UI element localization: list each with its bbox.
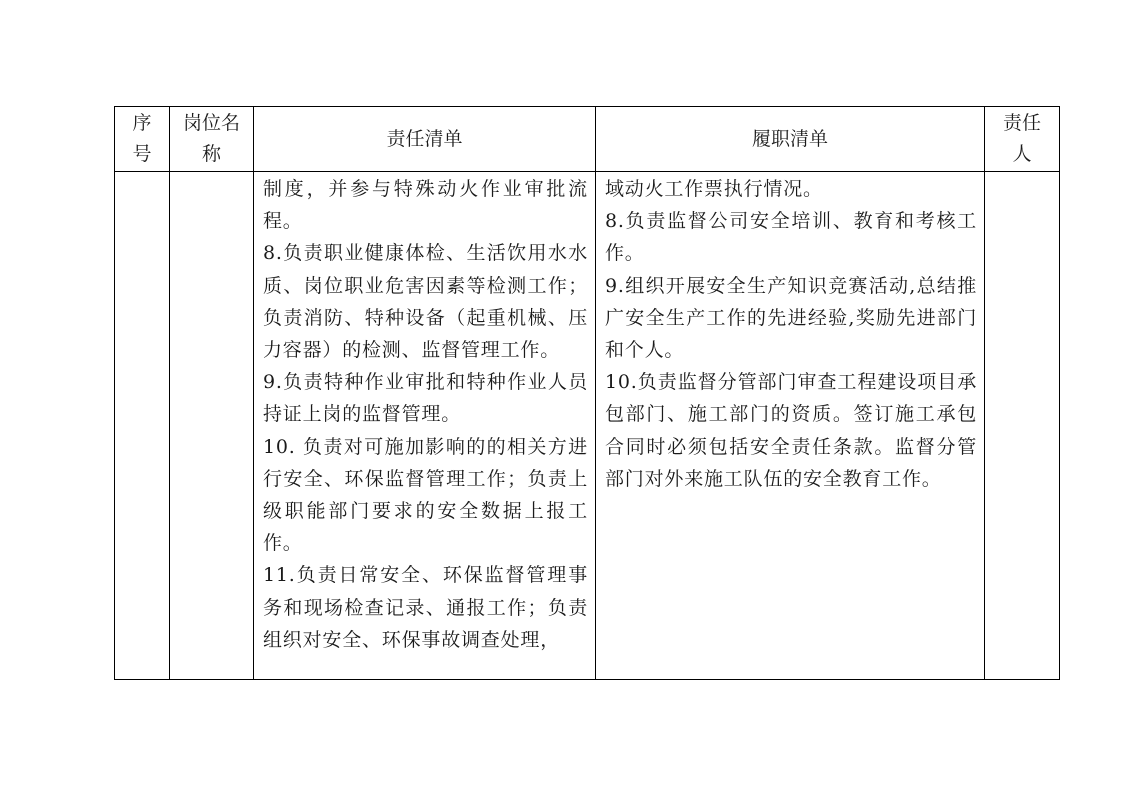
responsibility-table [114,106,1060,680]
responsibility-item: 11.负责日常安全、环保监督管理事务和现场检查记录、通报工作；负责组织对安全、环保事故调查处理， [263,564,588,651]
cell-person [985,172,1060,680]
performance-item: 域动火工作票执行情况。 [605,178,823,200]
table-row [115,172,1060,680]
responsibility-item: 10. 负责对可施加影响的的相关方进行安全、环保监督管理工作；负责上级职能部门要求的安全数据上报工作。 [263,435,588,555]
performance-item: 10.负责监督分管部门审查工程建设项目承包部门、施工部门的资质。签订施工承包合同时必须包括安全责任条款。监督分管部门对外来施工队伍的安全教育工作。 [605,371,977,490]
cell-responsibility [254,172,596,680]
responsibility-item: 制度，并参与特殊动火作业审批流程。 [263,178,588,233]
header-performance: 履职清单 [596,107,985,172]
responsibility-item: 9.负责特种作业审批和特种作业人员持证上岗的监督管理。 [263,371,588,426]
cell-performance [596,172,985,680]
cell-seq [115,172,170,680]
header-seq: 序 号 [115,107,170,172]
performance-item: 8.负责监督公司安全培训、教育和考核工作。 [605,210,977,265]
table-header-row [115,107,1060,172]
header-position: 岗位名 称 [170,107,254,172]
header-person: 责任 人 [985,107,1060,172]
performance-item: 9.组织开展安全生产知识竞赛活动,总结推广安全生产工作的先进经验,奖励先进部门和个人。 [605,274,977,362]
cell-position [170,172,254,680]
header-responsibility: 责任清单 [254,107,596,172]
responsibility-item: 8.负责职业健康体检、生活饮用水水质、岗位职业危害因素等检测工作；负责消防、特种设备（起重机械、压力容器）的检测、监督管理工作。 [263,242,588,362]
